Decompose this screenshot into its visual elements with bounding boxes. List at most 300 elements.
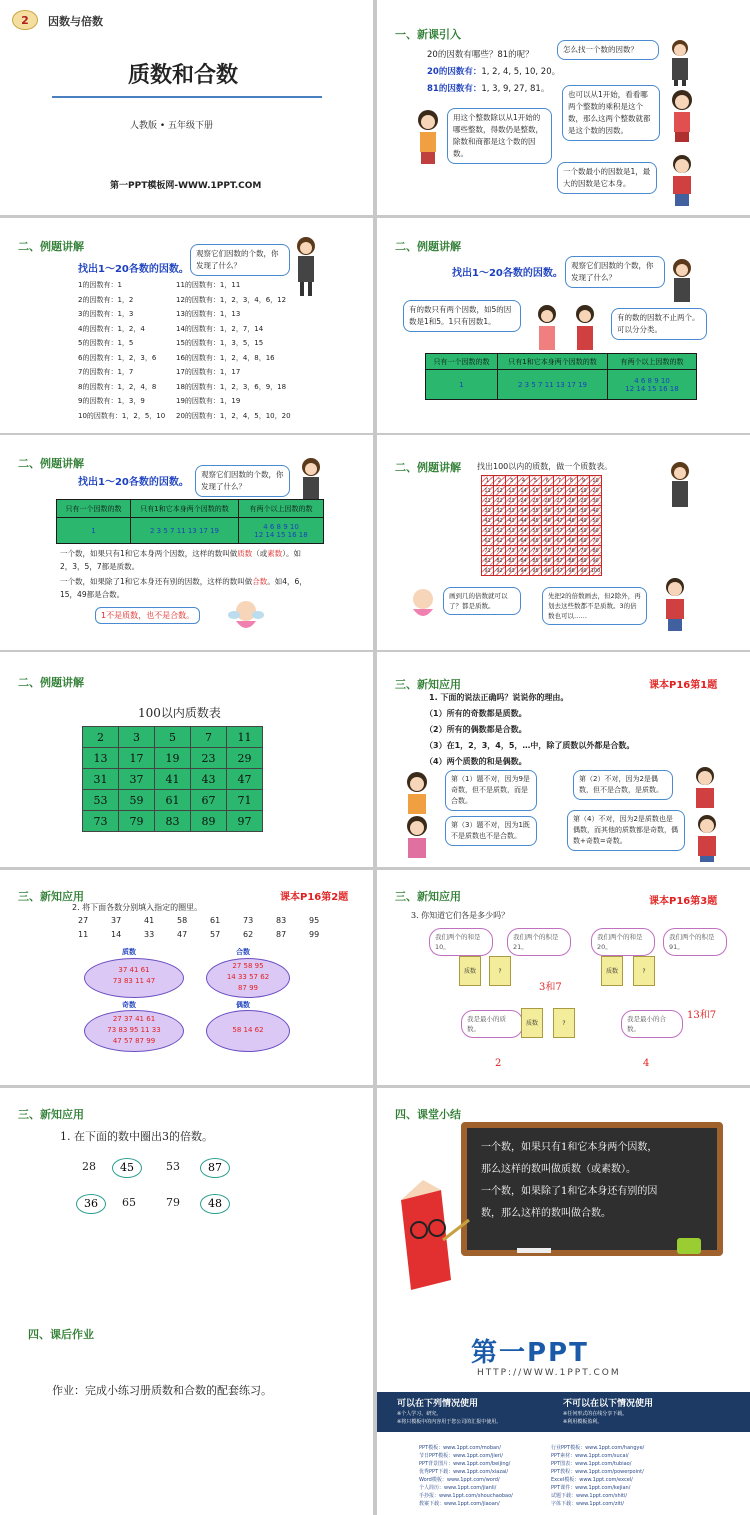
section-title: 三、新知应用 (395, 890, 461, 903)
slide-1-cover[interactable] (0, 0, 373, 215)
clue-sum-10: 我们两个的和是10。 (429, 928, 493, 956)
number-card: ? (633, 956, 655, 986)
prime-cell: 47 (227, 769, 263, 790)
factor-item: 13的因数有：1，13 (176, 310, 241, 318)
number-item: 58 (177, 916, 188, 925)
number: 28 (82, 1160, 96, 1173)
answer-3: 第（3）题不对，因为1既不是质数也不是合数。 (445, 816, 537, 846)
logo-text: 第一PPT (471, 1338, 589, 1368)
prime-cell: 37 (119, 769, 155, 790)
grid-cell: 8 (566, 476, 578, 486)
statement-4: （4）两个质数的和是偶数。 (425, 757, 527, 766)
grid-cell: 95 (530, 566, 542, 576)
can-use-title: 可以在下列情况使用 (397, 1399, 479, 1409)
credit-link: PPT图表：www.1ppt.com/tubiao/ (551, 1461, 632, 1467)
factor-item: 3的因数有：1，3 (78, 310, 134, 318)
question: 3. 你知道它们各是多少吗？ (411, 911, 510, 920)
section-title: 二、例题讲解 (395, 240, 461, 253)
teacher-illustration (663, 461, 697, 523)
answer-4: 4 (643, 1058, 650, 1069)
prime-cell: 29 (227, 748, 263, 769)
credit-link: 行业PPT模板：www.1ppt.com/hangye/ (551, 1445, 645, 1451)
section-title: 三、新知应用 (18, 1108, 84, 1121)
factor-item: 8的因数有：1，2，4，8 (78, 382, 157, 391)
site-label: 第一PPT模板网-WWW.1PPT.COM (110, 181, 262, 191)
question: 20的因数有哪些？81的呢？ (427, 50, 534, 60)
number-item: 95 (309, 916, 320, 925)
observe-bubble: 观察它们因数的个数，你发现了什么？ (190, 244, 290, 276)
boy-illustration (687, 764, 723, 810)
slide-title: 质数和合数 (128, 63, 239, 88)
chapter-badge: 2 (12, 10, 38, 30)
grid-cell: 3 (506, 476, 518, 486)
slide-4-classify[interactable] (377, 218, 750, 433)
even-ellipse: 58 14 62 (206, 1010, 290, 1052)
answer-3-7: 3和7 (539, 982, 562, 993)
answer-2: 2 (495, 1058, 502, 1069)
boy-illustration (667, 152, 697, 207)
grid-cell: 59 (578, 526, 590, 536)
factor-item: 9的因数有：1，3，9 (78, 397, 145, 405)
grid-cell: 97 (554, 566, 566, 576)
eraser (677, 1238, 701, 1254)
grid-cell: 56 (542, 526, 554, 536)
table-title: 100以内质数表 (138, 706, 221, 720)
grid-cell: 10 (590, 476, 602, 486)
slide-2-intro[interactable] (377, 0, 750, 215)
number-item: 47 (177, 930, 188, 939)
girl-illustration (399, 770, 435, 816)
girl-illustration (667, 88, 697, 143)
factor-item: 5的因数有：1，5 (78, 339, 134, 347)
number-item: 83 (276, 916, 287, 925)
bubble-multiply: 也可以从1开始，看看哪两个整数的乘积是这个数，那么这两个整数就都是这个数的因数。 (562, 85, 660, 141)
grid-cell: 18 (566, 486, 578, 496)
classification-table (56, 499, 324, 544)
grid-cell: 30 (590, 496, 602, 506)
grid-cell: 74 (518, 546, 530, 556)
clue-product-21: 我们两个的积是21。 (507, 928, 571, 956)
grid-cell: 82 (494, 556, 506, 566)
odd-label: 奇数 (122, 1001, 136, 1009)
grid-cell: 54 (518, 526, 530, 536)
grid-cell: 92 (494, 566, 506, 576)
factor-item: 18的因数有：1，2，3，6，9，18 (176, 382, 287, 391)
grid-cell: 77 (554, 546, 566, 556)
grid-cell: 28 (566, 496, 578, 506)
grid-cell: 17 (554, 486, 566, 496)
grid-cell: 16 (542, 486, 554, 496)
composite-ellipse: 27 58 95 14 33 57 62 87 99 (206, 958, 290, 998)
observe-bubble: 观察它们因数的个数，你发现了什么？ (565, 256, 665, 288)
slide-5-definition[interactable] (0, 435, 373, 650)
table-header: 只有1和它本身两个因数的数 (498, 354, 608, 370)
summary-line-3: 一个数，如果除了1和它本身还有别的因 (481, 1186, 658, 1197)
grid-cell: 31 (482, 506, 494, 516)
bubble-divide: 用这个整数除以从1开始的哪些整数，得数仍是整数，除数和商都是这个数的因数。 (447, 108, 552, 164)
title-underline (52, 96, 322, 98)
grid-cell: 75 (530, 546, 542, 556)
section-title: 四、课后作业 (28, 1328, 94, 1341)
clue-sum-20: 我们两个的和是20。 (591, 928, 655, 956)
teacher-illustration (290, 236, 322, 298)
grid-cell: 12 (494, 486, 506, 496)
edition: 人教版 • 五年级下册 (130, 121, 214, 131)
table-header: 只有1和它本身两个因数的数 (131, 500, 239, 518)
prime-table (82, 726, 263, 832)
classification-table (425, 353, 697, 400)
grid-cell: 85 (530, 556, 542, 566)
slide-8-exercise-1[interactable] (377, 652, 750, 867)
grid-cell: 58 (566, 526, 578, 536)
section-title: 二、例题讲解 (18, 676, 84, 689)
prime-label: 质数 (122, 948, 136, 956)
task: 找出1～20各数的因数。 (452, 268, 563, 279)
prime-cell: 79 (119, 811, 155, 832)
grid-cell: 47 (554, 516, 566, 526)
table-cell: 4 6 8 9 10 12 14 15 16 18 (239, 518, 324, 544)
factor-item: 2的因数有：1，2 (78, 295, 134, 304)
table-cell: 2 3 5 7 11 13 17 19 (131, 518, 239, 544)
pencil-mascot-illustration (381, 1180, 471, 1300)
number-item: 62 (243, 930, 254, 939)
grid-cell: 45 (530, 516, 542, 526)
prime-cell: 17 (119, 748, 155, 769)
prime-cell: 11 (227, 727, 263, 748)
statement-1: （1）所有的奇数都是质数。 (425, 709, 527, 718)
task: 找出1～20各数的因数。 (78, 477, 189, 488)
grid-cell: 79 (578, 546, 590, 556)
number-card: 质数 (459, 956, 481, 986)
slide-14-credits[interactable] (377, 1300, 750, 1515)
prime-cell: 61 (155, 790, 191, 811)
note-box: 1不是质数，也不是合数。 (95, 607, 200, 624)
grid-cell: 37 (554, 506, 566, 516)
prime-definition: 一个数，如果只有1和它本身两个因数，这样的数叫做质数（或素数）。如2，3，5，7都是质数。 (60, 549, 302, 571)
factor-item: 16的因数有：1，2，4，8，16 (176, 353, 275, 362)
prime-cell: 67 (191, 790, 227, 811)
even-label: 偶数 (236, 1001, 250, 1009)
section-title: 三、新知应用 (395, 678, 461, 691)
chalk (517, 1248, 551, 1253)
clue-product-91: 我们两个的积是91。 (663, 928, 727, 956)
number-item: 99 (309, 930, 320, 939)
grid-cell: 63 (506, 536, 518, 546)
number-card: 质数 (601, 956, 623, 986)
grid-cell: 71 (482, 546, 494, 556)
credit-link: 字体下载：www.1ppt.com/ziti/ (551, 1501, 624, 1507)
credit-link: PPT教程：www.1ppt.com/powerpoint/ (551, 1469, 644, 1475)
grid-cell: 29 (578, 496, 590, 506)
prime-cell: 83 (155, 811, 191, 832)
prime-cell: 31 (83, 769, 119, 790)
statement-2: （2）所有的偶数都是合数。 (425, 725, 527, 734)
number: 53 (166, 1160, 180, 1173)
grid-cell: 25 (530, 496, 542, 506)
table-cell: 2 3 5 7 11 13 17 19 (498, 370, 608, 400)
prime-cell: 89 (191, 811, 227, 832)
factor-item: 6的因数有：1，2，3，6 (78, 353, 157, 362)
slide-11-practice[interactable] (0, 1088, 373, 1303)
grid-cell: 20 (590, 486, 602, 496)
grid-cell: 94 (518, 566, 530, 576)
cannot-use-1: ※任何形式的在线分享下载。 (563, 1411, 628, 1417)
composite-label: 合数 (236, 948, 250, 956)
section-title: 二、例题讲解 (18, 240, 84, 253)
prime-ellipse: 37 41 61 73 83 11 47 (84, 958, 184, 998)
homework-text: 作业：完成小练习册质数和合数的配套练习。 (52, 1384, 272, 1397)
grid-cell: 100 (590, 567, 601, 574)
factor-item: 17的因数有：1，17 (176, 368, 241, 376)
grid-cell: 57 (554, 526, 566, 536)
number-item: 14 (111, 930, 122, 939)
grid-cell: 9 (578, 476, 590, 486)
cannot-use-2: ※利用模板盈利。 (563, 1419, 603, 1425)
grid-cell: 22 (494, 496, 506, 506)
grid-cell: 42 (494, 516, 506, 526)
grid-cell: 49 (578, 516, 590, 526)
slide-12-summary[interactable] (377, 1088, 750, 1303)
grid-cell: 14 (518, 486, 530, 496)
circled-number: 48 (200, 1194, 230, 1214)
grid-cell: 4 (518, 476, 530, 486)
grid-cell: 65 (530, 536, 542, 546)
grid-cell: 89 (578, 556, 590, 566)
grid-cell: 21 (482, 496, 494, 506)
grid-cell: 32 (494, 506, 506, 516)
grid-cell: 73 (506, 546, 518, 556)
grid-cell: 68 (566, 536, 578, 546)
grid-cell: 2 (494, 476, 506, 486)
table-header: 有两个以上因数的数 (608, 354, 697, 370)
grid-cell: 36 (542, 506, 554, 516)
grid-cell: 43 (506, 516, 518, 526)
grid-cell: 19 (578, 486, 590, 496)
number-item: 37 (111, 916, 122, 925)
number-card: ? (553, 1008, 575, 1038)
question: 1. 下面的说法正确吗？说说你的理由。 (429, 693, 569, 702)
slide-13-homework[interactable] (0, 1300, 373, 1515)
credit-link: 优秀PPT下载：www.1ppt.com/xiazai/ (419, 1469, 509, 1475)
grid-cell: 24 (518, 496, 530, 506)
summary-line-4: 数，那么这样的数叫做合数。 (481, 1208, 611, 1219)
number-card: 质数 (521, 1008, 543, 1038)
grid-cell: 15 (530, 486, 542, 496)
children-illustration (527, 302, 607, 356)
factors-20: 20的因数有：1, 2, 4, 5, 10, 20。 (427, 67, 561, 77)
cannot-use-title: 不可以在以下情况使用 (563, 1399, 654, 1409)
grid-cell: 34 (518, 506, 530, 516)
grid-cell: 78 (566, 546, 578, 556)
slide-9-exercise-2[interactable] (0, 870, 373, 1085)
grid-cell: 23 (506, 496, 518, 506)
textbook-ref: 课本P16第1题 (649, 680, 718, 691)
factor-item: 4的因数有：1，2，4 (78, 324, 145, 333)
prime-cell: 53 (83, 790, 119, 811)
clue-smallest-prime: 我是最小的质数。 (461, 1010, 523, 1038)
textbook-ref: 课本P16第2题 (280, 892, 349, 903)
number-item: 27 (78, 916, 89, 925)
table-cell: 1 (57, 518, 131, 544)
grid-cell: 26 (542, 496, 554, 506)
observe-bubble: 观察它们因数的个数，你发现了什么？ (195, 465, 290, 497)
question: 1. 在下面的数中圈出3的倍数。 (60, 1130, 213, 1143)
prime-cell: 71 (227, 790, 263, 811)
credit-link: 教案下载：www.1ppt.com/jiaoan/ (419, 1501, 500, 1507)
grid-cell: 90 (590, 556, 602, 566)
circled-number: 36 (76, 1194, 106, 1214)
circled-number: 87 (200, 1158, 230, 1178)
grid-cell: 93 (506, 566, 518, 576)
grid-cell: 6 (542, 476, 554, 486)
credit-link: Excel模板：www.1ppt.com/excel/ (551, 1477, 633, 1483)
grid-cell: 44 (518, 516, 530, 526)
factor-item: 12的因数有：1，2，3，4，6，12 (176, 295, 287, 304)
number-card: ? (489, 956, 511, 986)
prime-cell: 3 (119, 727, 155, 748)
number-item: 73 (243, 916, 254, 925)
composite-definition: 一个数，如果除了1和它本身还有别的因数，这样的数叫做合数。如4，6，15，49都是合数。 (60, 577, 307, 599)
credit-link: PPT背景图片：www.1ppt.com/beijing/ (419, 1461, 511, 1467)
factor-item: 1的因数有：1 (78, 281, 122, 289)
grid-cell: 88 (566, 556, 578, 566)
section-title: 三、新知应用 (18, 890, 84, 903)
grid-cell: 48 (566, 516, 578, 526)
bubble-cross-out: 先把2的倍数画去，但2除外，再划去这些数都不是质数。3的倍数也可以…… (542, 587, 647, 625)
grid-cell: 33 (506, 506, 518, 516)
factor-item: 15的因数有：1，3，5，15 (176, 339, 264, 347)
slide-10-exercise-3[interactable] (377, 870, 750, 1085)
section-title: 二、例题讲解 (18, 457, 84, 470)
table-header: 只有一个因数的数 (57, 500, 131, 518)
grid-cell: 87 (554, 556, 566, 566)
summary-line-2: 那么这样的数叫做质数（或素数）。 (481, 1164, 636, 1175)
grid-cell: 5 (530, 476, 542, 486)
grid-cell: 86 (542, 556, 554, 566)
grid-cell: 81 (482, 556, 494, 566)
grid-cell: 69 (578, 536, 590, 546)
factor-item: 14的因数有：1，2，7，14 (176, 324, 264, 333)
grid-cell: 67 (554, 536, 566, 546)
credit-link: PPT模板：www.1ppt.com/moban/ (419, 1445, 501, 1451)
number-item: 33 (144, 930, 155, 939)
bubble-two-factors: 有的数只有两个因数，如5的因数是1和5。1只有因数1。 (403, 300, 521, 332)
prime-cell: 97 (227, 811, 263, 832)
prime-cell: 13 (83, 748, 119, 769)
factor-item: 11的因数有：1，11 (176, 281, 241, 289)
task: 找出1～20各数的因数。 (78, 264, 189, 275)
answer-2: 第（2）不对，因为2是偶数，但不是合数，是质数。 (573, 770, 673, 800)
factor-item: 19的因数有：1，19 (176, 397, 241, 405)
girl-illustration (399, 814, 435, 860)
answer-4: 第（4）不对，因为2是质数也是偶数，而其他的质数都是奇数，偶数+奇数=奇数。 (567, 810, 685, 851)
clue-smallest-composite: 我是最小的合数。 (621, 1010, 683, 1038)
grid-cell: 7 (554, 476, 566, 486)
summary-line-1: 一个数，如果只有1和它本身两个因数， (481, 1142, 658, 1153)
logo-url: HTTP://WWW.1PPT.COM (477, 1368, 621, 1378)
slide-7-prime-table[interactable] (0, 652, 373, 867)
grid-cell: 1 (482, 476, 494, 486)
grid-cell: 96 (542, 566, 554, 576)
girl-illustration (413, 108, 443, 166)
table-header: 有两个以上因数的数 (239, 500, 324, 518)
grid-cell: 52 (494, 526, 506, 536)
factors-81: 81的因数有：1, 3, 9, 27, 81。 (427, 84, 550, 94)
grid-cell: 61 (482, 536, 494, 546)
grid-cell: 76 (542, 546, 554, 556)
prime-cell: 43 (191, 769, 227, 790)
grid-cell: 84 (518, 556, 530, 566)
grid-cell: 91 (482, 566, 494, 576)
grid-cell: 83 (506, 556, 518, 566)
grid-cell: 98 (566, 566, 578, 576)
task: 找出100以内的质数，做一个质数表。 (477, 462, 613, 471)
grid-cell: 60 (590, 526, 602, 536)
grid-cell: 80 (590, 546, 602, 556)
unit-title: 因数与倍数 (48, 15, 103, 28)
section-title: 四、课堂小结 (395, 1108, 461, 1121)
grid-cell: 38 (566, 506, 578, 516)
grid-cell: 35 (530, 506, 542, 516)
prime-cell: 2 (83, 727, 119, 748)
girl-illustration (665, 38, 695, 86)
question: 2. 将下面各数分别填入指定的圈里。 (72, 903, 203, 912)
credit-link: 试题下载：www.1ppt.com/shiti/ (551, 1493, 628, 1499)
prime-cell: 7 (191, 727, 227, 748)
section-title: 一、新课引入 (395, 28, 461, 41)
grid-cell: 53 (506, 526, 518, 536)
grid-cell: 62 (494, 536, 506, 546)
factor-item: 7的因数有：1，7 (78, 368, 134, 376)
grid-cell: 27 (554, 496, 566, 506)
answer-13-7: 13和7 (687, 1010, 717, 1021)
number-item: 57 (210, 930, 221, 939)
grid-cell: 51 (482, 526, 494, 536)
prime-cell: 73 (83, 811, 119, 832)
number-item: 61 (210, 916, 221, 925)
statement-3: （3）在1，2，3，4，5，…中，除了质数以外都是合数。 (425, 741, 635, 750)
factor-item: 10的因数有：1，2，5，10 (78, 411, 166, 420)
boy-illustration (657, 575, 693, 635)
number: 65 (122, 1196, 136, 1209)
credit-link: 节日PPT模板：www.1ppt.com/jieri/ (419, 1453, 503, 1459)
slide-6-sieve[interactable] (377, 435, 750, 650)
prime-cell: 41 (155, 769, 191, 790)
credit-link: Word模板：www.1ppt.com/word/ (419, 1477, 500, 1483)
grid-cell: 41 (482, 516, 494, 526)
slide-3-factors[interactable] (0, 218, 373, 433)
table-cell: 1 (426, 370, 498, 400)
factor-item: 20的因数有：1，2，4，5，10，20 (176, 411, 291, 420)
bubble-how: 怎么找一个数的因数？ (557, 40, 659, 60)
can-use-1: ※个人学习、研究。 (397, 1411, 442, 1417)
grid-cell: 99 (578, 566, 590, 576)
grid-cell: 70 (590, 536, 602, 546)
number-grid (481, 475, 602, 576)
grid-cell: 55 (530, 526, 542, 536)
number-item: 41 (144, 916, 155, 925)
boy-illustration (689, 812, 725, 862)
section-title: 二、例题讲解 (395, 461, 461, 474)
table-cell: 4 6 8 9 10 12 14 15 16 18 (608, 370, 697, 400)
odd-ellipse: 27 37 41 61 73 83 95 11 33 47 57 87 99 (84, 1010, 184, 1052)
credit-link: PPT素材：www.1ppt.com/sucai/ (551, 1453, 629, 1459)
credit-link: 手抄报：www.1ppt.com/shouchaobao/ (419, 1493, 513, 1499)
grid-cell: 64 (518, 536, 530, 546)
grid-cell: 39 (578, 506, 590, 516)
credit-link: PPT课件：www.1ppt.com/kejian/ (551, 1485, 631, 1491)
table-header: 只有一个因数的数 (426, 354, 498, 370)
